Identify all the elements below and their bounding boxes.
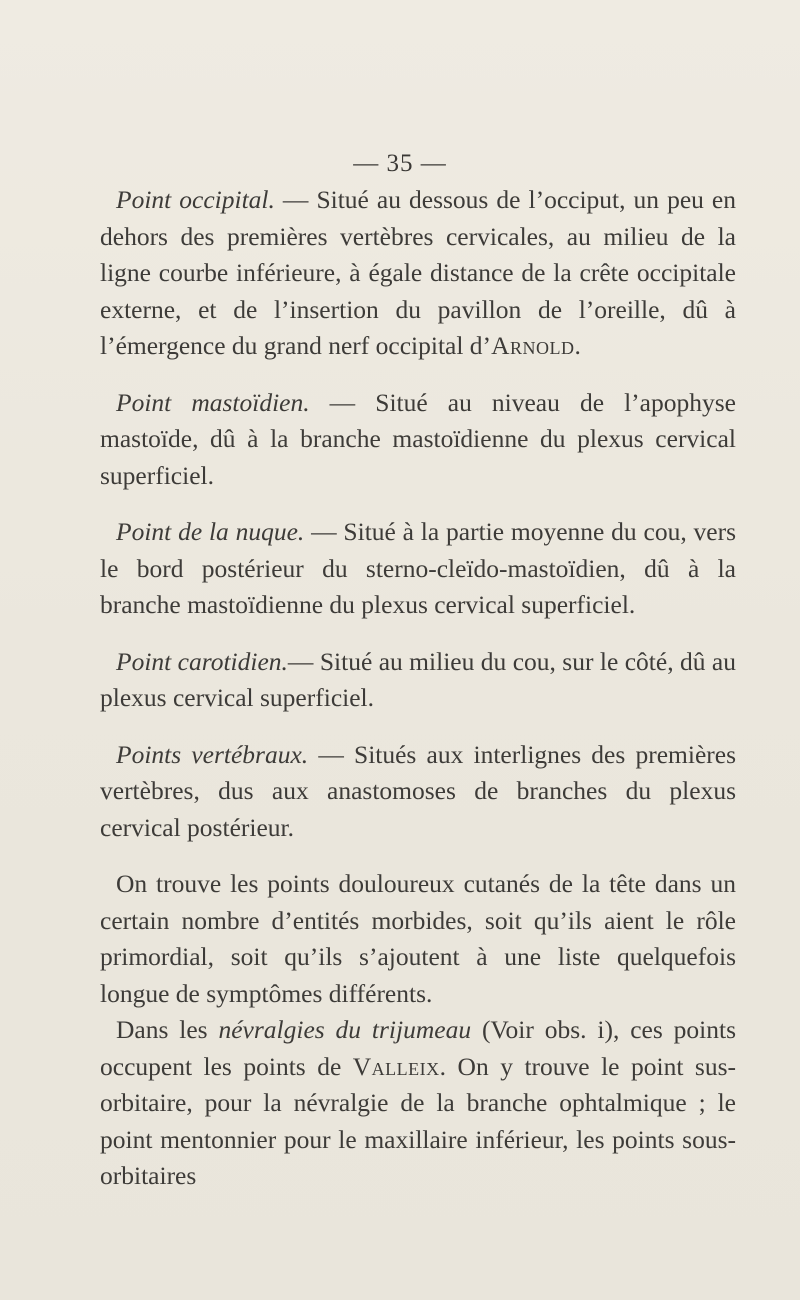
term-point-de-la-nuque: Point de la nuque. [116, 517, 305, 546]
paragraph-text: (Voir obs. i), ces points occupent les points de [100, 1015, 736, 1081]
term-points-vertebraux: Points vertébraux. [116, 739, 309, 769]
paragraph-text-end: . [574, 331, 581, 360]
paragraph-text-start: Dans les [116, 1015, 219, 1044]
term-point-carotidien: Point carotidien. [116, 646, 288, 676]
term-nevralgies-du-trijumeau: névralgies du trijumeau [218, 1015, 472, 1044]
term-point-mastoidien: Point mastoïdien. [116, 387, 310, 417]
page-number: — 35 — [353, 150, 447, 177]
paragraph-point-occipital [100, 182, 736, 365]
paragraph-text: — Situé au niveau de l’apophyse mastoïde, dû à la branche mastoïdienne du plexus cervical superficiel. [100, 387, 736, 490]
paragraph-text: — Situés aux interlignes des premières vertèbres, dus aux anastomoses de branches du plexus cervical postérieur. [100, 739, 737, 842]
paragraph-text: — Situé à la partie moyenne du cou, vers le bord postérieur du sterno-cleïdo-mastoïdien, dû à la branche mastoïdienne du plexus cervical superficiel. [100, 517, 736, 619]
author-name-arnold: Arnold [491, 331, 575, 360]
author-name-valleix: Valleix [352, 1051, 440, 1081]
paragraph-text: On trouve les points douloureux cutanés de la tête dans un certain nombre d’entités morbides, soit qu’ils aient le rôle primordial, soit qu’ils s’ajoutent à une liste quelquefois longue de symptômes différents. [100, 869, 736, 1008]
paragraph-nevralgies [100, 1012, 736, 1195]
paragraph-points-vertebraux [100, 737, 736, 847]
paragraph-point-de-la-nuque [100, 514, 736, 624]
paragraph-point-mastoidien [100, 385, 736, 495]
paragraph-text: — Situé au dessous de l’occiput, un peu en dehors des premières vertèbres cervicales, au milieu de la ligne courbe inférieure, à égale distance de la crête occipitale externe, et de l’insertion du pavillon de l’oreille, dû à l’émergence du grand nerf occipital d’ [100, 185, 736, 360]
paragraph-text-end: . On y trouve le point sus-orbitaire, pour la névralgie de la branche ophtalmique ; le point mentonnier pour le maxillaire inférieur, les points sous-orbitaires [100, 1051, 736, 1190]
term-point-occipital: Point occipital. [116, 185, 275, 214]
paragraph-point-carotidien [100, 644, 736, 717]
paragraph-text: — Situé au milieu du cou, sur le côté, dû au plexus cervical superficiel. [100, 646, 736, 712]
body-text [100, 182, 736, 1195]
paragraph-points-douloureux [100, 866, 736, 1012]
